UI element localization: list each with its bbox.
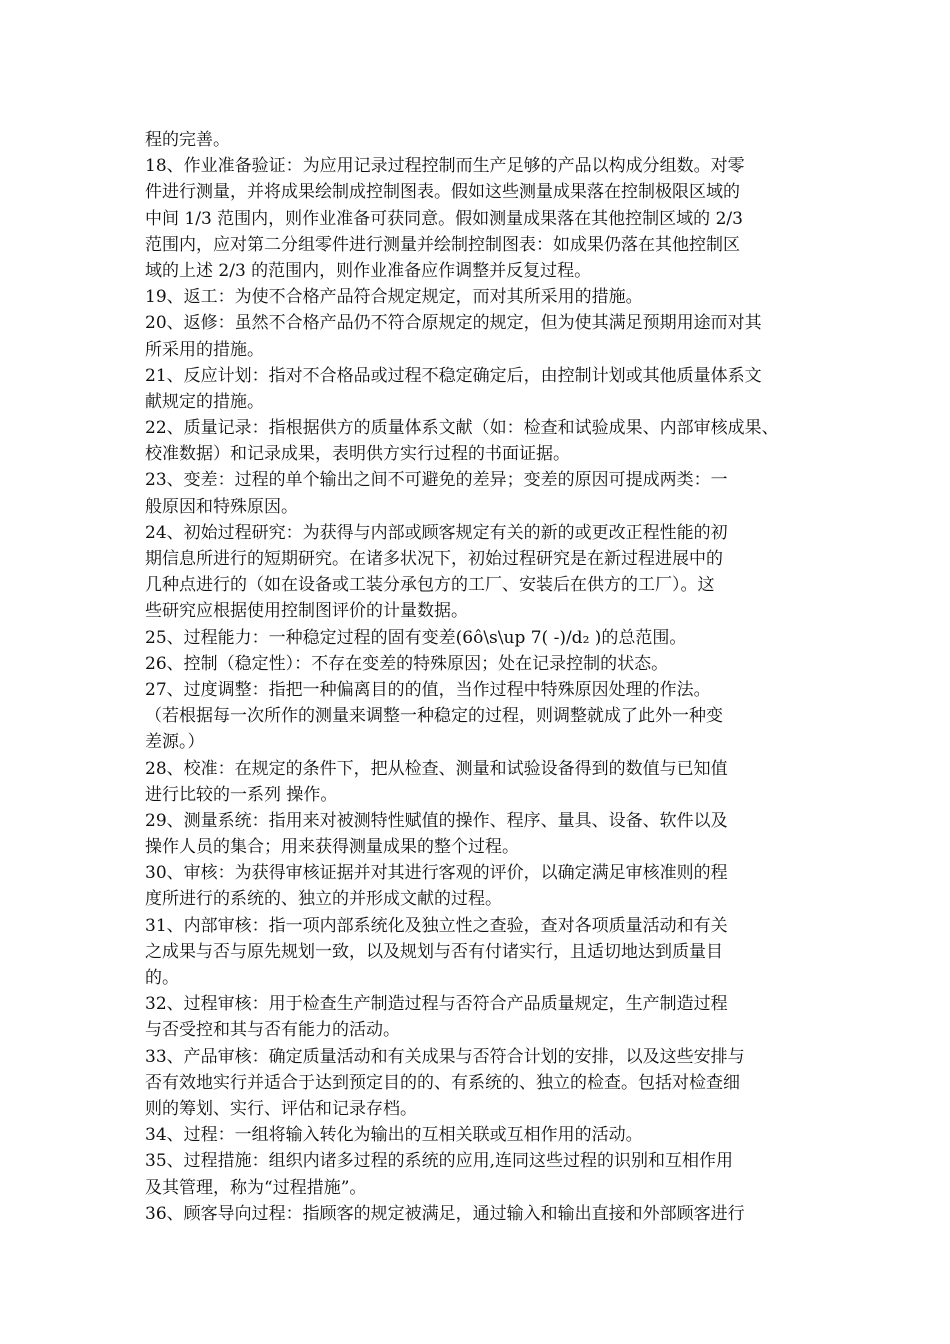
text-line: 进行比较的一系列 操作。: [145, 784, 338, 805]
text-line: 范围内，应对第二分组零件进行测量并绘制控制图表：如成果仍落在其他控制区: [145, 234, 740, 255]
text-line: 28、校准：在规定的条件下，把从检查、测量和试验设备得到的数值与已知值: [145, 758, 728, 779]
text-line: 域的上述 2/3 的范围内，则作业准备应作调整并反复过程。: [145, 260, 592, 281]
text-line: 29、测量系统：指用来对被测特性赋值的操作、程序、量具、设备、软件以及: [145, 810, 728, 831]
text-line: 19、返工：为使不合格产品符合规定规定，而对其所采用的措施。: [145, 287, 643, 308]
text-line: 否有效地实行并适合于达到预定目的的、有系统的、独立的检查。包括对检查细: [145, 1072, 740, 1093]
text-line: 差源。）: [145, 732, 205, 753]
text-line: 献规定的措施。: [145, 391, 264, 412]
text-line: 36、顾客导向过程：指顾客的规定被满足，通过输入和输出直接和外部顾客进行: [145, 1203, 745, 1224]
text-line: 般原因和特殊原因。: [145, 496, 298, 517]
text-line: 则的筹划、实行、评估和记录存档。: [145, 1098, 417, 1119]
text-line: 校准数据）和记录成果，表明供方实行过程的书面证据。: [145, 444, 570, 465]
text-line: 期信息所进行的短期研究。在诸多状况下，初始过程研究是在新过程进展中的: [145, 549, 723, 569]
text-line: （若根据每一次所作的测量来调整一种稳定的过程，则调整就成了此外一种变: [145, 706, 723, 727]
text-line: 件进行测量，并将成果绘制成控制图表。假如这些测量成果落在控制极限区域的: [145, 182, 740, 203]
text-line: 所采用的措施。: [145, 339, 264, 360]
text-line: 程的完善。: [145, 130, 230, 150]
text-line: 34、过程：一组将输入转化为输出的互相关联或互相作用的活动。: [145, 1125, 643, 1146]
text-line: 35、过程措施：组织内诸多过程的系统的应用,连同这些过程的识别和互相作用: [145, 1151, 734, 1172]
text-line: 33、产品审核：确定质量活动和有关成果与否符合计划的安排，以及这些安排与: [145, 1046, 745, 1067]
text-line: 18、作业准备验证：为应用记录过程控制而生产足够的产品以构成分组数。对零: [145, 156, 745, 177]
text-line: 27、过度调整：指把一种偏离目的的值，当作过程中特殊原因处理的作法。: [145, 679, 711, 700]
text-line: 32、过程审核：用于检查生产制造过程与否符合产品质量规定，生产制造过程: [145, 994, 728, 1015]
text-line: 20、返修：虽然不合格产品仍不符合原规定的规定，但为使其满足预期用途而对其: [145, 313, 762, 334]
text-line: 31、内部审核：指一项内部系统化及独立性之查验，查对各项质量活动和有关: [145, 915, 728, 936]
text-line: 21、反应计划：指对不合格品或过程不稳定确定后，由控制计划或其他质量体系文: [145, 365, 762, 386]
text-line: 24、初始过程研究：为获得与内部或顾客规定有关的新的或更改正程性能的初: [145, 522, 728, 543]
text-line: 22、质量记录：指根据供方的质量体系文献（如：检查和试验成果、内部审核成果、: [145, 418, 779, 439]
text-line: 操作人员的集合；用来获得测量成果的整个过程。: [145, 837, 519, 858]
text-line: 25、过程能力：一种稳定过程的固有变差(6ô\s\up 7( -)/d₂ )的总范围。: [145, 627, 687, 648]
text-line: 几种点进行的（如在设备或工装分承包方的工厂、安装后在供方的工厂）。这: [145, 575, 715, 596]
text-line: 度所进行的系统的、独立的并形成文献的过程。: [145, 889, 502, 910]
text-line: 之成果与否与原先规划一致，以及规划与否有付诸实行，且适切地达到质量目: [145, 941, 723, 962]
text-line: 与否受控和其与否有能力的活动。: [145, 1020, 400, 1041]
text-line: 23、变差：过程的单个输出之间不可避免的差异；变差的原因可提成两类：一: [145, 470, 728, 491]
text-line: 及其管理，称为“过程措施”。: [145, 1177, 367, 1198]
text-line: 中间 1/3 范围内，则作业准备可获同意。假如测量成果落在其他控制区域的 2/3: [145, 208, 743, 229]
text-line: 的。: [145, 968, 179, 988]
text-line: 些研究应根据使用控制图评价的计量数据。: [145, 601, 468, 622]
document-body: [145, 127, 875, 1227]
text-line: 26、控制（稳定性）：不存在变差的特殊原因；处在记录控制的状态。: [145, 653, 669, 674]
text-line: 30、审核：为获得审核证据并对其进行客观的评价，以确定满足审核准则的程: [145, 863, 728, 884]
